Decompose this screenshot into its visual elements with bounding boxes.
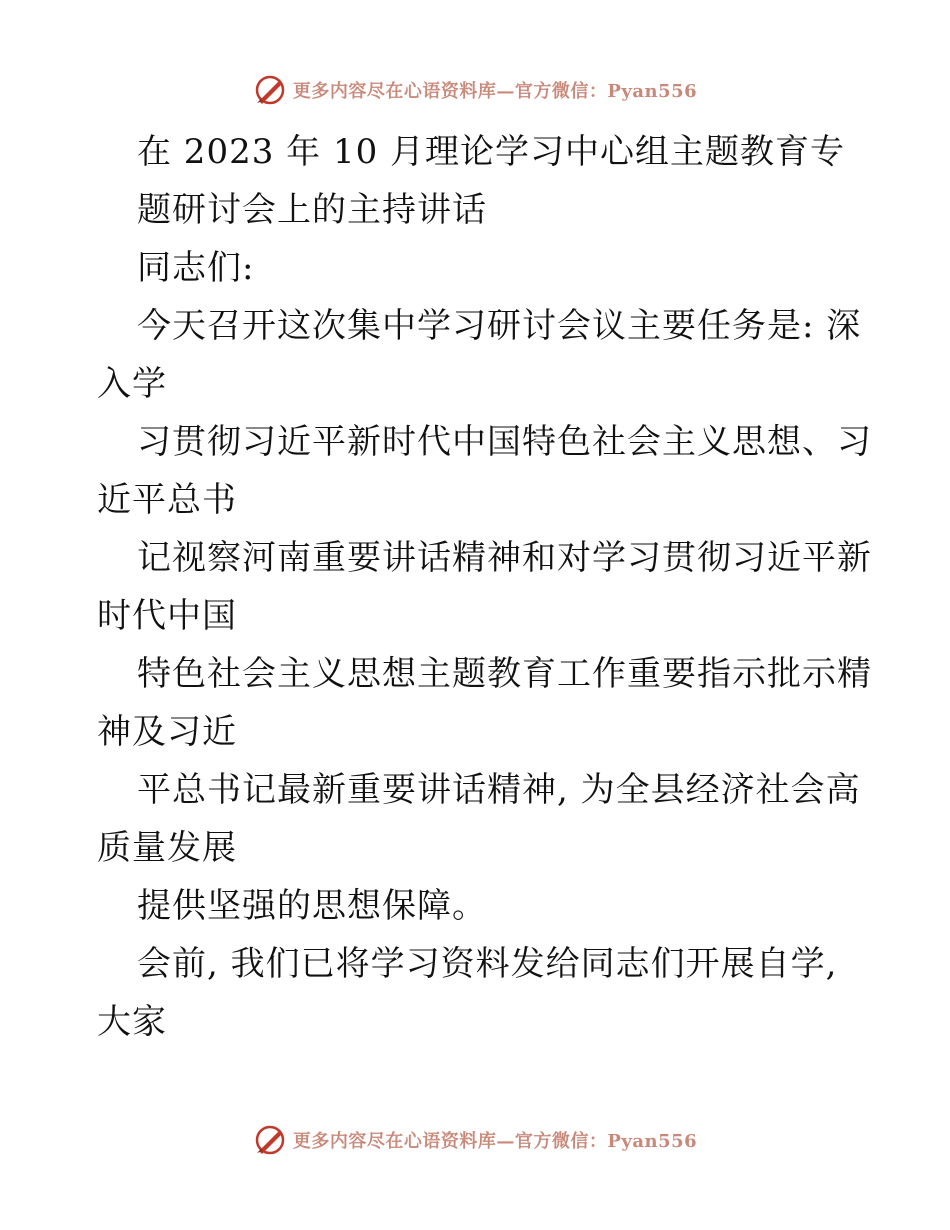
paragraph-line: 大家 xyxy=(97,1002,167,1042)
paragraph-line: 习贯彻习近平新时代中国特色社会主义思想、习 xyxy=(137,422,872,462)
paragraph-line: 提供坚强的思想保障。 xyxy=(137,886,487,926)
paragraph-line: 入学 xyxy=(97,364,167,404)
paragraph-line: 时代中国 xyxy=(97,596,237,636)
paragraph-line: 神及习近 xyxy=(97,712,237,752)
paragraph-line: 近平总书 xyxy=(97,480,237,520)
paragraph-line: 特色社会主义思想主题教育工作重要指示批示精 xyxy=(137,654,872,694)
paragraph-line: 质量发展 xyxy=(97,828,237,868)
pen-logo-icon xyxy=(253,73,287,107)
paragraph-line: 会前, 我们已将学习资料发给同志们开展自学, xyxy=(137,944,838,984)
title-line-2: 题研讨会上的主持讲话 xyxy=(137,190,487,230)
header-banner-text: 更多内容尽在心语资料库—官方微信：Pyan556 xyxy=(292,81,698,102)
salutation: 同志们: xyxy=(137,248,255,288)
footer-banner xyxy=(0,1120,950,1160)
footer-banner-text: 更多内容尽在心语资料库—官方微信：Pyan556 xyxy=(292,1131,698,1152)
pen-logo-icon xyxy=(253,1123,287,1157)
header-banner xyxy=(0,70,950,110)
paragraph-line: 今天召开这次集中学习研讨会议主要任务是: 深 xyxy=(137,306,862,346)
paragraph-line: 记视察河南重要讲话精神和对学习贯彻习近平新 xyxy=(137,538,872,578)
document-body xyxy=(97,123,872,1051)
paragraph-line: 平总书记最新重要讲话精神, 为全县经济社会高 xyxy=(137,770,861,810)
title-line-1: 在 2023 年 10 月理论学习中心组主题教育专 xyxy=(137,132,846,172)
